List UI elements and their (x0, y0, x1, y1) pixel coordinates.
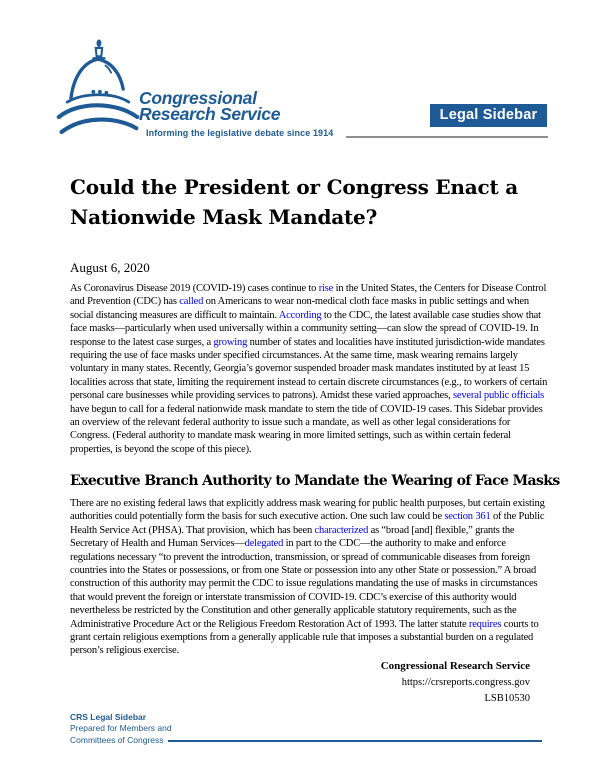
paragraph-intro: As Coronavirus Disease 2019 (COVID-19) cases continue to rise in the United States, the Centers for Disease Control and Prevention (CDC) has called on Americans to wear non-medical cloth face masks in public settings and when social distancing measures are difficult to maintain. According to the CDC, the latest available case studies show that face masks—particularly when used universally within a community setting—can slow the spread of COVID-19. In response to the latest case surges, a growing number of states and localities have instituted jurisdiction-wide mandates requiring the use of face masks under specified circumstances. At the same time, mask wearing remains largely voluntary in many states. Recently, Georgia’s governor suspended broader mask mandates instituted by at least 15 localities across that state, limiting the requirement instead to certain discrete circumstances (e.g., to workers of certain personal care businesses while providing services to patrons). Amidst these varied approaches, several public officials have begun to call for a federal nationwide mask mandate to stem the tide of COVID-19 cases. This Sidebar provides an overview of the relevant federal authority to issue such a mandate, as well as other legal considerations for Congress. (Federal authority to mandate mask wearing in more limited settings, such as within certain federal properties, is beyond the scope of this piece). (70, 283, 548, 455)
footer-url: https://crsreports.congress.gov (401, 676, 530, 688)
publication-date: August 6, 2020 (70, 260, 150, 275)
crs-wordmark-line1: Congressional (139, 88, 257, 108)
footer-series-block (70, 712, 172, 746)
footer-org-name: Congressional Research Service (380, 660, 530, 672)
inline-link[interactable]: characterized (314, 524, 369, 536)
capitol-dome-icon (56, 38, 140, 140)
section-heading: Executive Branch Authority to Mandate the Wearing of Face Masks (70, 473, 560, 489)
crs-wordmark-line2: Research Service (139, 104, 281, 124)
inline-link[interactable]: growing (213, 336, 248, 348)
footer-prepared-line2: Committees of Congress (70, 734, 164, 745)
inline-link[interactable]: section 361 (444, 511, 491, 523)
footer-prepared-line1: Prepared for Members and (70, 723, 172, 734)
inline-link[interactable]: called (179, 296, 204, 308)
inline-link[interactable]: rise (318, 283, 334, 294)
inline-link[interactable]: several public officials (452, 390, 545, 402)
crs-wordmark (139, 90, 280, 122)
document-number: LSB10530 (484, 693, 530, 704)
crs-tagline: Informing the legislative debate since 1914 (146, 128, 334, 138)
inline-link[interactable]: requires (468, 618, 502, 630)
inline-link[interactable]: According (278, 309, 322, 321)
page-title: Could the President or Congress Enact a Nationwide Mask Mandate? (70, 175, 519, 229)
legal-sidebar-badge: Legal Sidebar (430, 104, 547, 127)
footer-rule (168, 740, 542, 742)
footer-attribution (70, 658, 530, 708)
paragraph-executive-authority: There are no existing federal laws that explicitly address mask wearing for public health purposes, but certain existing authorities could potentially form the basis for such executive action. One such law could be section 361 of the Public Health Service Act (PHSA). That provision, which has been characterized as “broad [and] flexible,” grants the Secretary of Health and Human Services—delegated in part to the CDC—the authority to make and enforce regulations necessary “to prevent the introduction, transmission, or spread of communicable diseases from foreign countries into the States or possessions, or from one State or possession into any other State or possession.” A broad construction of this authority may permit the CDC to issue regulations mandating the use of masks in circumstances that would prevent the foreign or interstate transmission of COVID-19. CDC’s exercise of this authority would nevertheless be restricted by the Constitution and other generally applicable statutory requirements, such as the Administrative Procedure Act or the Religious Freedom Restoration Act of 1993. The latter statute requires courts to grant certain religious exemptions from a generally applicable rule that imposes a substantial burden on a regulated person’s religious exercise. (70, 498, 545, 657)
header-rule (346, 136, 548, 138)
footer-series-title: CRS Legal Sidebar (70, 712, 147, 722)
inline-link[interactable]: delegated (244, 538, 284, 550)
